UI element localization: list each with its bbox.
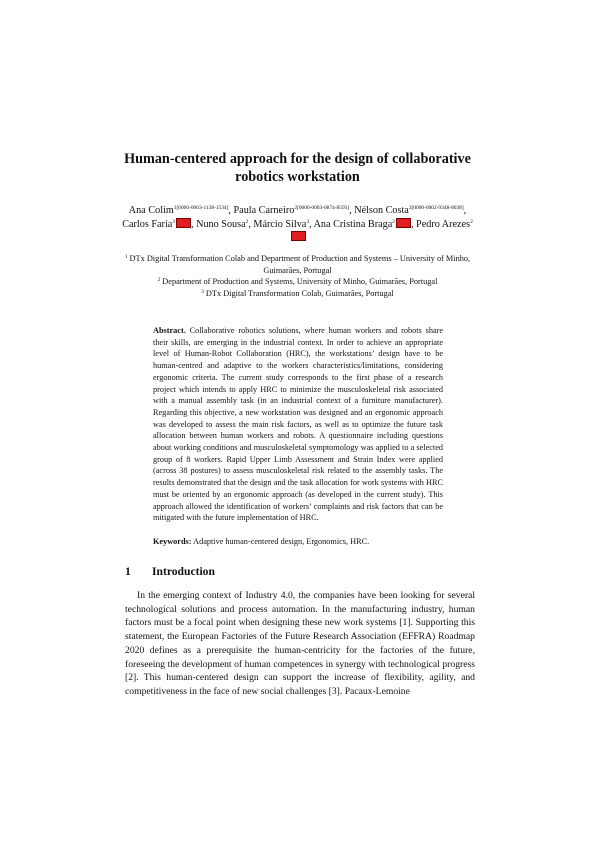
author-name: Márcio Silva <box>253 218 307 230</box>
author: Nuno Sousa$^2$, <box>196 218 254 230</box>
affiliation-text: Department of Production and Systems, University of Minho, Guimarães, Portugal <box>162 277 438 286</box>
affiliation-text: DTx Digital Transformation Colab, Guimarães, Portugal <box>205 288 394 298</box>
affiliation-number: 3 <box>201 288 204 295</box>
author-name: Nuno Sousa <box>196 218 246 230</box>
affiliation-text: DTx Digital Transformation Colab and Department of Production and Systems – University of Minho, Guimarães, Portugal <box>129 254 471 275</box>
author-sup: 2[0000-0003-0874-8593] <box>294 205 350 211</box>
abstract-text: Collaborative robotics solutions, where human workers and robots share their skills, are emerging in the industrial context. In order to achieve an appropriate level of Human-Robot Collaboration (HRC), the workstations’ design have to be human-centred and adaptive to the workers characteristics/limitations, considering ergonomic criteria. The current study corresponds to the first phase of a research project which intends to apply HRC to minimize the musculoskeletal risk associated with a manual assembly task (in an industrial context of a furniture manufacturer). Regarding this objective, a new workstation was designed and an ergonomic approach was developed to assess the main risk factors, as well as to optimize the future task allocation between human workers and robots. A questionnaire including questions about working conditions and musculoskeletal symptomology was applied to a selected group of 8 workers. Rapid Upper Limb Assessment and Strain Index were applied (across 38 postures) to assess musculoskeletal risk related to the assembly tasks. The results demonstrated that the design and the task allocation for work systems with HRC must be oriented by an ergonomic approach (as developed in the current study). This approach allowed the identification of workers’ complaints and risk factors that can be mitigated with the future implementation of HRC. <box>153 326 444 523</box>
abstract <box>153 325 443 524</box>
author-sup: 2[0000-0002-9348-8038] <box>408 205 464 211</box>
author-name: Ana Cristina Braga <box>313 218 393 230</box>
abstract-label: Abstract. <box>153 326 186 335</box>
affiliation <box>120 253 475 276</box>
author: Paula Carneiro$^{2[0000-0003-0874-8593]}$, <box>233 205 355 216</box>
author: Nélson Costa$^{2[0000-0002-9348-8038]}$, <box>354 205 467 216</box>
keywords-label: Keywords: <box>153 537 192 546</box>
orcid-icon[interactable] <box>396 218 411 228</box>
author-sup: 2 <box>470 218 473 225</box>
section-title: Introduction <box>152 565 215 578</box>
author-sup: 3 <box>306 218 310 225</box>
body-paragraph: In the emerging context of Industry 4.0, the companies have been looking for several technological solutions and process automation. In the manufacturing industry, human factors must be a focal point when designing these new work systems [1]. Supporting this statement, the European Factories of the Future Research Association (EFFRA) Roadmap 2020 defines as a prerequisite the human-centricity for the factories of the future, foreseeing the development of human competences in synergy with technological progress [2]. This human-centered design can support the increase of flexibility, agility, and competitiveness in the face of new social challenges [3]. Pacaux-Lemoine <box>125 590 475 697</box>
affiliation <box>120 288 475 300</box>
affiliation <box>120 276 475 288</box>
author-name: Nélson Costa <box>354 205 409 216</box>
keywords-text: Adaptive human-centered design, Ergonomics, HRC. <box>193 537 370 546</box>
affiliation-number: 2 <box>157 277 161 283</box>
orcid-icon[interactable] <box>291 231 306 241</box>
author-name: Ana Colim <box>128 205 174 216</box>
paper-title: Human-centered approach for the design of collaborative robotics workstation <box>124 151 471 185</box>
author-name: Carlos Faria <box>122 218 173 230</box>
affiliation-number: 1 <box>124 254 128 260</box>
author: Ana Colim$^{1[0000-0003-1138-1534]}$, <box>128 205 234 216</box>
keywords <box>153 536 443 548</box>
affiliation-list <box>120 253 475 299</box>
author-sup: 2 <box>392 218 395 225</box>
section-number: 1 <box>125 565 131 578</box>
author: Márcio Silva$^3$, <box>253 218 314 230</box>
section-heading <box>125 565 475 579</box>
author-list <box>120 205 475 245</box>
orcid-icon[interactable] <box>176 218 191 228</box>
author: Carlos Faria$^3$ , <box>122 218 197 230</box>
author-name: Paula Carneiro <box>233 205 295 216</box>
author-sup: 1[0000-0003-1138-1534] <box>173 205 229 211</box>
author-sup: 2 <box>245 218 249 225</box>
author-sup: 3 <box>172 218 175 225</box>
author: Ana Cristina Braga$^2$ , <box>313 218 417 230</box>
author-name: Pedro Arezes <box>416 218 471 230</box>
